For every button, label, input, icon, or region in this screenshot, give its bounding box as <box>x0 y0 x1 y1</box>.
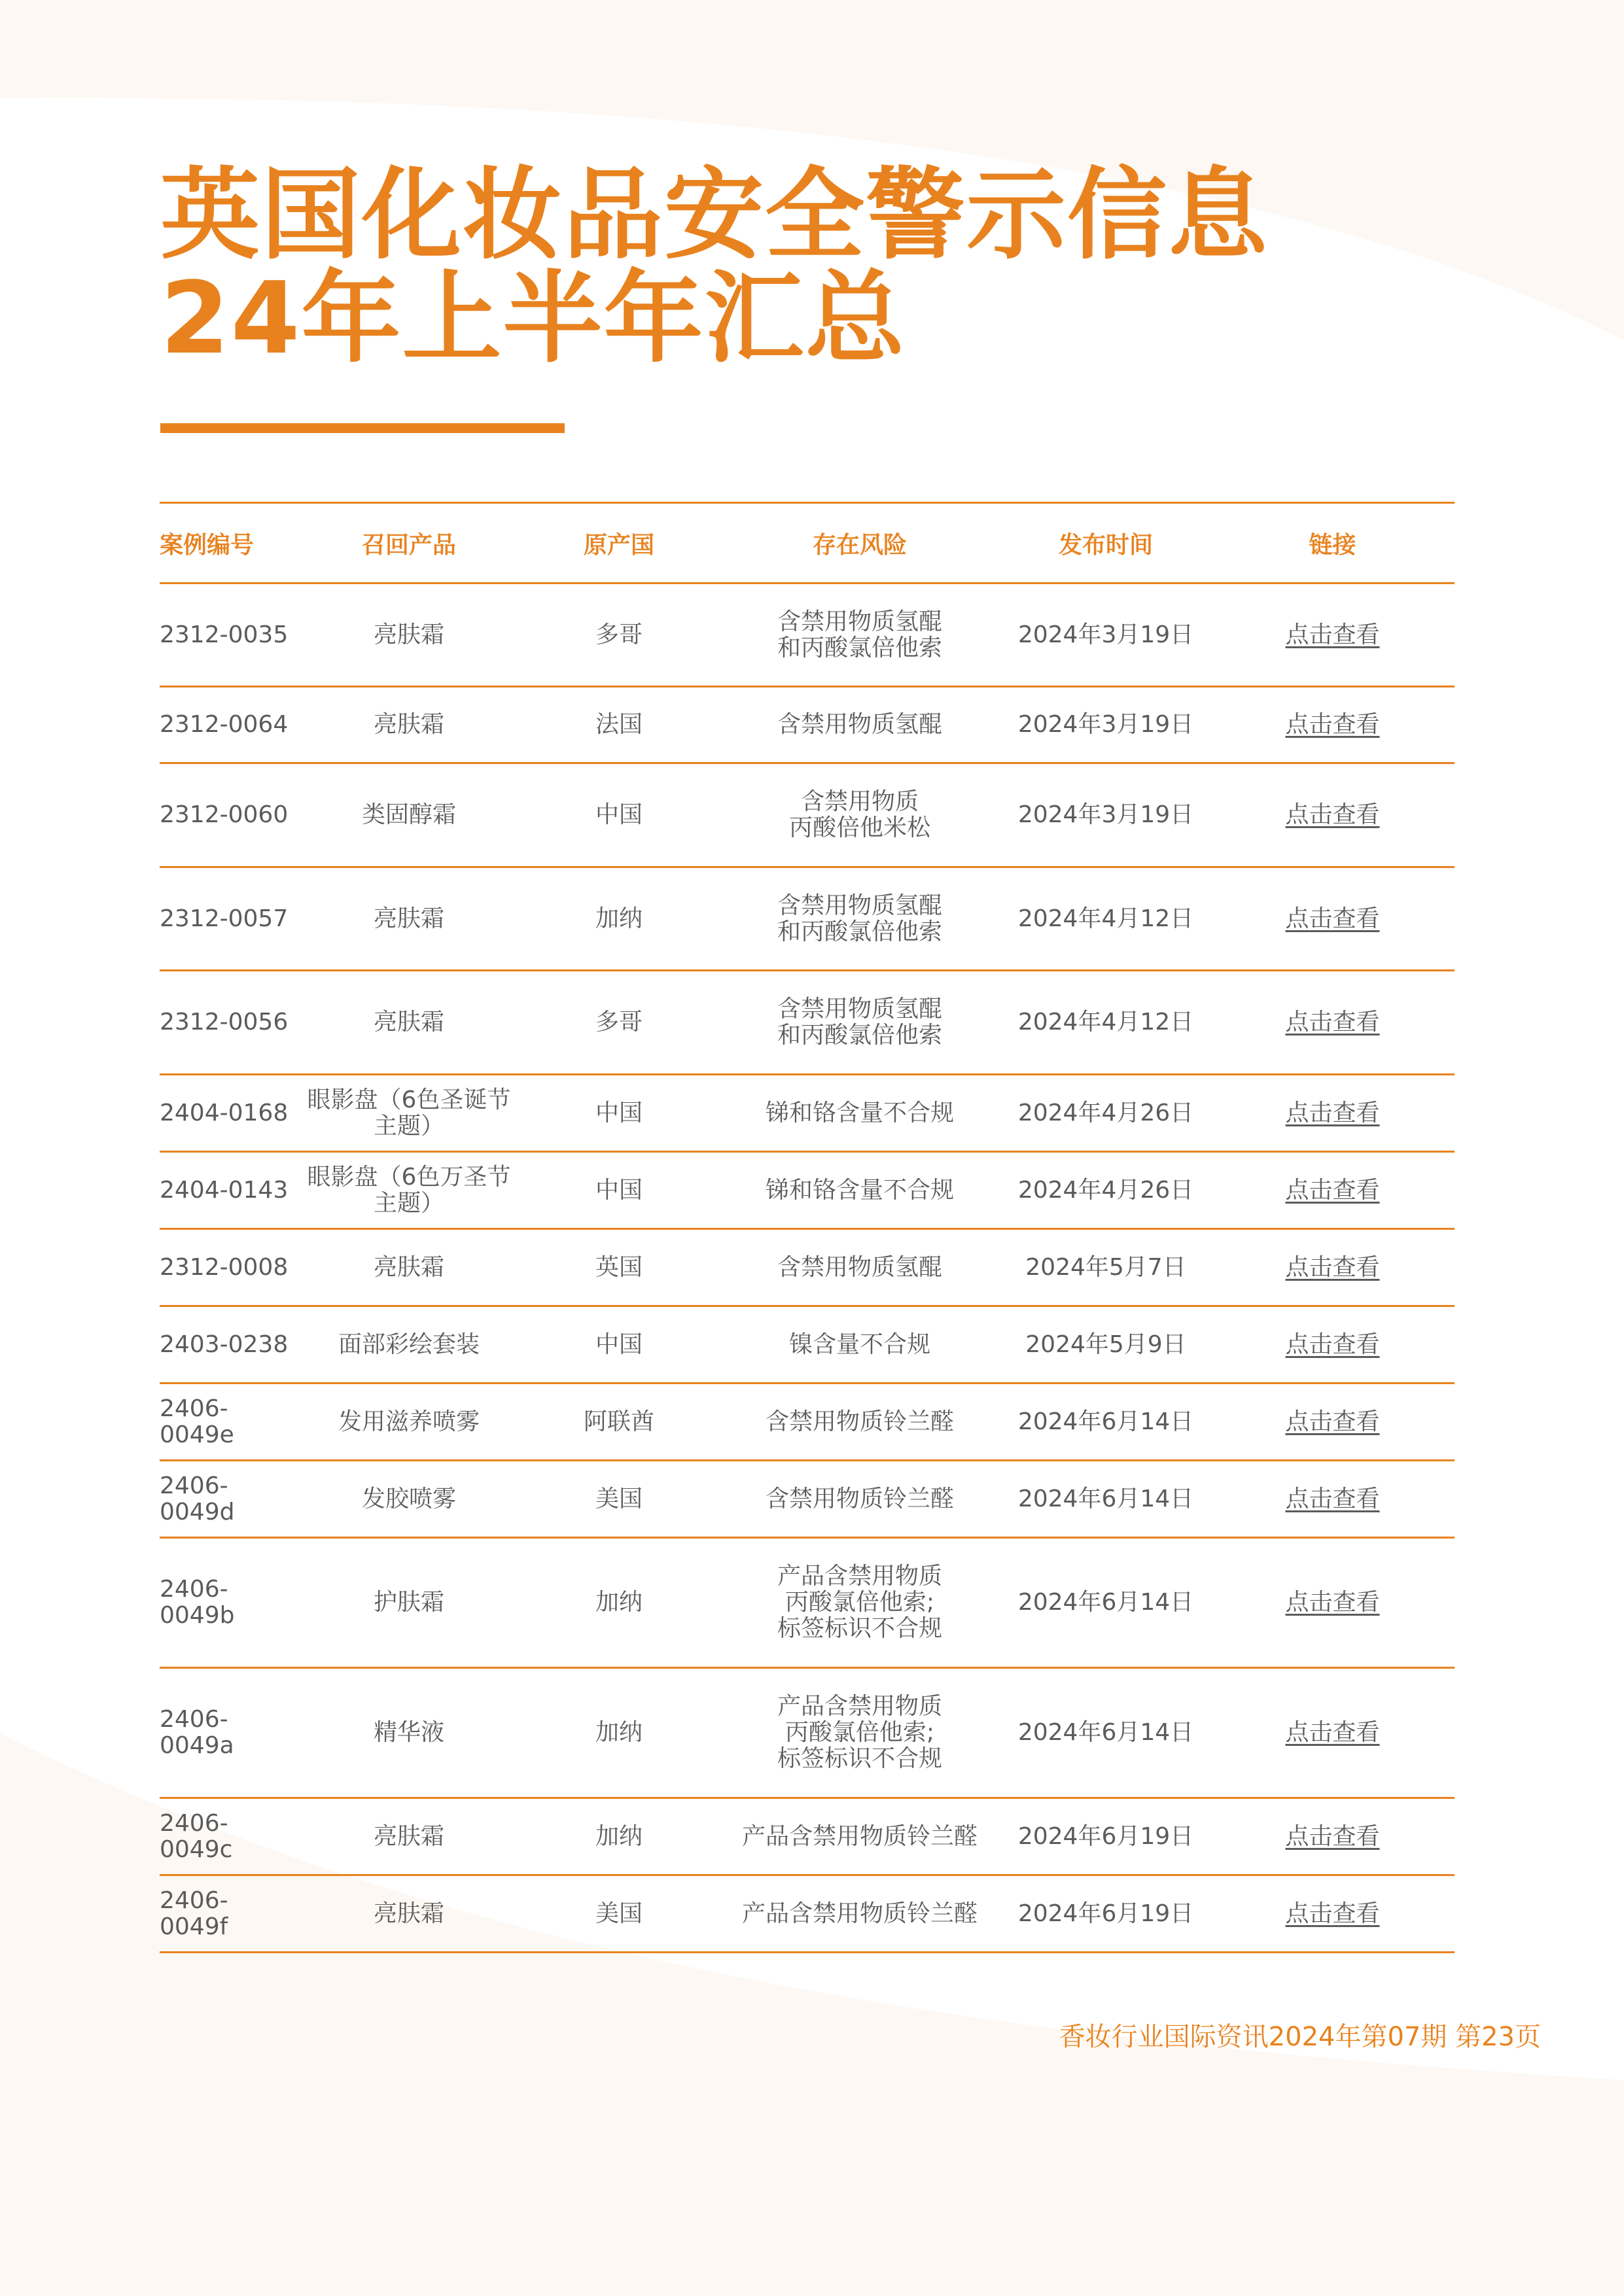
risk-line: 产品含禁用物质铃兰醛 <box>741 1822 978 1850</box>
risk-line: 丙酸倍他米松 <box>788 814 930 841</box>
link-cell <box>1210 1306 1455 1383</box>
table-row <box>160 763 1455 867</box>
date-cell: 2024年3月19日 <box>1001 687 1210 763</box>
link-cell <box>1210 1461 1455 1538</box>
origin-cell: 阿联酋 <box>520 1383 718 1461</box>
date-cell: 2024年6月19日 <box>1001 1875 1210 1953</box>
table-body <box>160 583 1455 1953</box>
risk-cell <box>718 1875 1001 1953</box>
origin-cell: 中国 <box>520 1075 718 1152</box>
risk-cell <box>718 763 1001 867</box>
case-id-cell: 2406-0049f <box>160 1875 298 1953</box>
risk-line: 镍含量不合规 <box>788 1331 930 1358</box>
risk-line: 锑和铬含量不合规 <box>765 1099 954 1126</box>
risk-line: 含禁用物质 <box>800 788 919 815</box>
table-row <box>160 1875 1455 1953</box>
date-cell: 2024年4月26日 <box>1001 1152 1210 1229</box>
origin-cell: 加纳 <box>520 1538 718 1668</box>
date-cell: 2024年5月7日 <box>1001 1229 1210 1306</box>
origin-cell: 中国 <box>520 1152 718 1229</box>
risk-line: 含禁用物质铃兰醛 <box>765 1408 954 1435</box>
risk-line: 含禁用物质氢醌 <box>777 608 942 635</box>
risk-cell <box>718 687 1001 763</box>
product-cell: 亮肤霜 <box>298 583 520 687</box>
link-cell <box>1210 1152 1455 1229</box>
risk-cell <box>718 1229 1001 1306</box>
product-cell: 眼影盘（6色万圣节主题） <box>298 1152 520 1229</box>
view-link[interactable]: 点击查看 <box>1285 1408 1380 1435</box>
case-id-cell: 2404-0168 <box>160 1075 298 1152</box>
case-id-cell: 2404-0143 <box>160 1152 298 1229</box>
page-title <box>160 157 1269 376</box>
link-cell <box>1210 763 1455 867</box>
case-id-cell: 2406-0049a <box>160 1668 298 1798</box>
date-cell: 2024年4月26日 <box>1001 1075 1210 1152</box>
recall-table <box>160 502 1455 1953</box>
risk-cell <box>718 1798 1001 1875</box>
case-id-cell: 2312-0056 <box>160 971 298 1075</box>
view-link[interactable]: 点击查看 <box>1285 1900 1380 1927</box>
risk-line: 含禁用物质氢醌 <box>777 892 942 919</box>
origin-cell: 美国 <box>520 1875 718 1953</box>
case-id-cell: 2312-0035 <box>160 583 298 687</box>
view-link[interactable]: 点击查看 <box>1285 1331 1380 1358</box>
table-row <box>160 1306 1455 1383</box>
date-cell: 2024年5月9日 <box>1001 1306 1210 1383</box>
risk-line: 丙酸氯倍他索; <box>785 1719 935 1746</box>
risk-cell <box>718 1668 1001 1798</box>
table-row <box>160 1152 1455 1229</box>
risk-line: 标签标识不合规 <box>777 1745 942 1772</box>
link-cell <box>1210 1075 1455 1152</box>
header-date: 发布时间 <box>1001 503 1210 583</box>
date-cell: 2024年6月14日 <box>1001 1668 1210 1798</box>
date-cell: 2024年3月19日 <box>1001 763 1210 867</box>
date-cell: 2024年4月12日 <box>1001 867 1210 971</box>
title-line: 24年上半年汇总 <box>160 260 906 376</box>
risk-line: 和丙酸氯倍他索 <box>777 918 942 945</box>
link-cell <box>1210 1538 1455 1668</box>
header-case-id: 案例编号 <box>160 503 298 583</box>
origin-cell: 多哥 <box>520 971 718 1075</box>
risk-cell <box>718 1075 1001 1152</box>
view-link[interactable]: 点击查看 <box>1285 1253 1380 1281</box>
case-id-cell: 2406-0049d <box>160 1461 298 1538</box>
origin-cell: 中国 <box>520 1306 718 1383</box>
view-link[interactable]: 点击查看 <box>1285 1719 1380 1746</box>
date-cell: 2024年3月19日 <box>1001 583 1210 687</box>
table-row <box>160 1798 1455 1875</box>
table-row <box>160 1538 1455 1668</box>
origin-cell: 中国 <box>520 763 718 867</box>
risk-line: 丙酸氯倍他索; <box>785 1589 935 1616</box>
product-cell: 亮肤霜 <box>298 687 520 763</box>
table-row <box>160 1229 1455 1306</box>
case-id-cell: 2312-0060 <box>160 763 298 867</box>
view-link[interactable]: 点击查看 <box>1285 1822 1380 1850</box>
date-cell: 2024年6月14日 <box>1001 1461 1210 1538</box>
header-risk: 存在风险 <box>718 503 1001 583</box>
risk-line: 标签标识不合规 <box>777 1615 942 1642</box>
table-row <box>160 1461 1455 1538</box>
risk-line: 产品含禁用物质 <box>777 1563 942 1590</box>
header-origin: 原产国 <box>520 503 718 583</box>
risk-line: 含禁用物质铃兰醛 <box>765 1485 954 1512</box>
link-cell <box>1210 971 1455 1075</box>
product-cell: 亮肤霜 <box>298 1798 520 1875</box>
product-cell: 发用滋养喷雾 <box>298 1383 520 1461</box>
case-id-cell: 2312-0008 <box>160 1229 298 1306</box>
risk-line: 产品含禁用物质铃兰醛 <box>741 1900 978 1927</box>
table-header-row <box>160 503 1455 583</box>
product-cell: 眼影盘（6色圣诞节主题） <box>298 1075 520 1152</box>
view-link[interactable]: 点击查看 <box>1285 1099 1380 1126</box>
title-underline-bar <box>160 423 565 433</box>
case-id-cell: 2312-0064 <box>160 687 298 763</box>
risk-line: 和丙酸氯倍他索 <box>777 1022 942 1049</box>
risk-cell <box>718 971 1001 1075</box>
header-product: 召回产品 <box>298 503 520 583</box>
date-cell: 2024年4月12日 <box>1001 971 1210 1075</box>
product-cell: 亮肤霜 <box>298 1229 520 1306</box>
risk-cell <box>718 1152 1001 1229</box>
risk-line: 含禁用物质氢醌 <box>777 1253 942 1281</box>
page-footer: 香妆行业国际资讯2024年第07期 第23页 <box>1059 2022 1541 2052</box>
view-link[interactable]: 点击查看 <box>1285 905 1380 932</box>
origin-cell: 美国 <box>520 1461 718 1538</box>
link-cell <box>1210 1668 1455 1798</box>
product-cell: 精华液 <box>298 1668 520 1798</box>
origin-cell: 加纳 <box>520 867 718 971</box>
link-cell <box>1210 1383 1455 1461</box>
table-row <box>160 971 1455 1075</box>
view-link[interactable]: 点击查看 <box>1285 1485 1380 1512</box>
link-cell <box>1210 1229 1455 1306</box>
product-cell: 面部彩绘套装 <box>298 1306 520 1383</box>
risk-cell <box>718 867 1001 971</box>
risk-line: 含禁用物质氢醌 <box>777 711 942 738</box>
product-cell: 亮肤霜 <box>298 1875 520 1953</box>
origin-cell: 多哥 <box>520 583 718 687</box>
date-cell: 2024年6月14日 <box>1001 1383 1210 1461</box>
link-cell <box>1210 1798 1455 1875</box>
risk-cell <box>718 1461 1001 1538</box>
view-link[interactable]: 点击查看 <box>1285 1009 1380 1035</box>
risk-cell <box>718 1383 1001 1461</box>
case-id-cell: 2406-0049b <box>160 1538 298 1668</box>
product-cell: 亮肤霜 <box>298 867 520 971</box>
case-id-cell: 2406-0049e <box>160 1383 298 1461</box>
table-row <box>160 867 1455 971</box>
table-row <box>160 1075 1455 1152</box>
date-cell: 2024年6月14日 <box>1001 1538 1210 1668</box>
table-row <box>160 1668 1455 1798</box>
link-cell <box>1210 687 1455 763</box>
risk-line: 含禁用物质氢醌 <box>777 996 942 1022</box>
view-link[interactable]: 点击查看 <box>1285 711 1380 738</box>
origin-cell: 英国 <box>520 1229 718 1306</box>
risk-line: 锑和铬含量不合规 <box>765 1176 954 1204</box>
view-link[interactable]: 点击查看 <box>1285 621 1380 648</box>
case-id-cell: 2312-0057 <box>160 867 298 971</box>
view-link[interactable]: 点击查看 <box>1285 1176 1380 1204</box>
view-link[interactable]: 点击查看 <box>1285 1589 1380 1616</box>
view-link[interactable]: 点击查看 <box>1285 801 1380 828</box>
product-cell: 护肤霜 <box>298 1538 520 1668</box>
risk-cell <box>718 583 1001 687</box>
risk-line: 和丙酸氯倍他索 <box>777 634 942 661</box>
case-id-cell: 2406-0049c <box>160 1798 298 1875</box>
product-cell: 亮肤霜 <box>298 971 520 1075</box>
date-cell: 2024年6月19日 <box>1001 1798 1210 1875</box>
link-cell <box>1210 1875 1455 1953</box>
table-row <box>160 583 1455 687</box>
origin-cell: 加纳 <box>520 1798 718 1875</box>
title-line: 英国化妆品安全警示信息 <box>160 157 1269 273</box>
product-cell: 发胶喷雾 <box>298 1461 520 1538</box>
origin-cell: 法国 <box>520 687 718 763</box>
risk-cell <box>718 1538 1001 1668</box>
origin-cell: 加纳 <box>520 1668 718 1798</box>
case-id-cell: 2403-0238 <box>160 1306 298 1383</box>
table-row <box>160 1383 1455 1461</box>
header-link: 链接 <box>1210 503 1455 583</box>
risk-cell <box>718 1306 1001 1383</box>
link-cell <box>1210 867 1455 971</box>
table-row <box>160 687 1455 763</box>
link-cell <box>1210 583 1455 687</box>
product-cell: 类固醇霜 <box>298 763 520 867</box>
risk-line: 产品含禁用物质 <box>777 1693 942 1720</box>
